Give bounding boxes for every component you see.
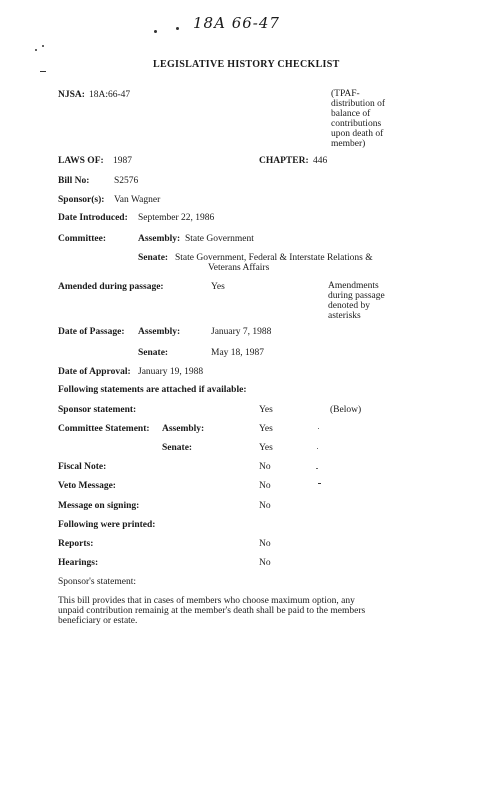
fiscal-note-label: Fiscal Note: [58, 462, 107, 472]
statement-line: This bill provides that in cases of members who choose maximum option, any [58, 596, 355, 606]
fiscal-note-value: No [259, 462, 271, 472]
statement-line: beneficiary or estate. [58, 616, 138, 626]
date-introduced-label: Date Introduced: [58, 213, 128, 223]
scan-mark [40, 71, 46, 72]
reports-label: Reports: [58, 539, 94, 549]
njsa-label: NJSA: [58, 90, 85, 100]
amended-label: Amended during passage: [58, 282, 164, 292]
amend-note-line: during passage [328, 291, 385, 301]
committee-label: Committee: [58, 234, 107, 244]
chapter-label: CHAPTER: [259, 156, 309, 166]
following-printed-heading: Following were printed: [58, 520, 156, 530]
statement-line: unpaid contribution remainig at the member's death shall be paid to the members [58, 606, 366, 616]
bill-no-value: S2576 [114, 176, 139, 186]
committee-statement-senate-value: Yes [259, 443, 273, 453]
hearings-value: No [259, 558, 271, 568]
passage-senate-label: Senate: [138, 348, 169, 358]
bill-no-label: Bill No: [58, 176, 90, 186]
hearings-label: Hearings: [58, 558, 99, 568]
scan-mark [176, 27, 179, 30]
committee-statement-label: Committee Statement: [58, 424, 150, 434]
note-line: member) [331, 139, 366, 149]
note-line: balance of [331, 109, 371, 119]
date-of-approval-value: January 19, 1988 [138, 367, 204, 377]
note-line: (TPAF- [331, 89, 360, 99]
amend-note-line: denoted by [328, 301, 370, 311]
amend-note-line: Amendments [328, 281, 379, 291]
statement-heading: Sponsor's statement: [58, 577, 136, 587]
date-of-passage-label: Date of Passage: [58, 327, 125, 337]
message-signing-label: Message on signing: [58, 501, 140, 511]
committee-senate-value: State Government, Federal & Interstate Relations & [175, 253, 373, 263]
scan-mark [154, 30, 157, 33]
sponsor-statement-label: Sponsor statement: [58, 405, 137, 415]
passage-senate-value: May 18, 1987 [211, 348, 265, 358]
njsa-value: 18A:66-47 [89, 90, 131, 100]
scan-mark [42, 45, 44, 47]
page-title: LEGISLATIVE HISTORY CHECKLIST [153, 59, 340, 70]
passage-assembly-label: Assembly: [138, 327, 181, 337]
veto-message-label: Veto Message: [58, 481, 116, 491]
sponsor-label: Sponsor(s): [58, 195, 105, 205]
committee-statement-senate-label: Senate: [162, 443, 193, 453]
laws-of-value: 1987 [113, 156, 132, 166]
note-line: contributions [331, 119, 382, 129]
scan-mark [318, 428, 319, 429]
sponsor-value: Van Wagner [114, 195, 161, 205]
committee-assembly-value: State Government [185, 234, 254, 244]
date-of-approval-label: Date of Approval: [58, 367, 131, 377]
laws-of-label: LAWS OF: [58, 156, 104, 166]
amended-value: Yes [211, 282, 225, 292]
scan-mark [316, 468, 318, 469]
message-signing-value: No [259, 501, 271, 511]
following-attached-heading: Following statements are attached if available: [58, 385, 247, 395]
sponsor-statement-value: Yes [259, 405, 273, 415]
committee-senate-label: Senate: [138, 253, 169, 263]
passage-assembly-value: January 7, 1988 [211, 327, 272, 337]
committee-statement-assembly-label: Assembly: [162, 424, 205, 434]
note-line: upon death of [331, 129, 384, 139]
amend-note-line: asterisks [328, 311, 361, 321]
committee-senate-value-cont: Veterans Affairs [208, 263, 270, 273]
reports-value: No [259, 539, 271, 549]
date-introduced-value: September 22, 1986 [138, 213, 215, 223]
scan-mark [317, 448, 318, 449]
committee-statement-assembly-value: Yes [259, 424, 273, 434]
committee-assembly-label: Assembly: [138, 234, 181, 244]
chapter-value: 446 [313, 156, 328, 166]
sponsor-statement-note: (Below) [330, 405, 362, 415]
handwritten-stamp: 18A 66-47 [193, 14, 280, 32]
scan-mark [318, 483, 321, 484]
veto-message-value: No [259, 481, 271, 491]
note-line: distribution of [331, 99, 386, 109]
scan-mark [35, 49, 37, 51]
